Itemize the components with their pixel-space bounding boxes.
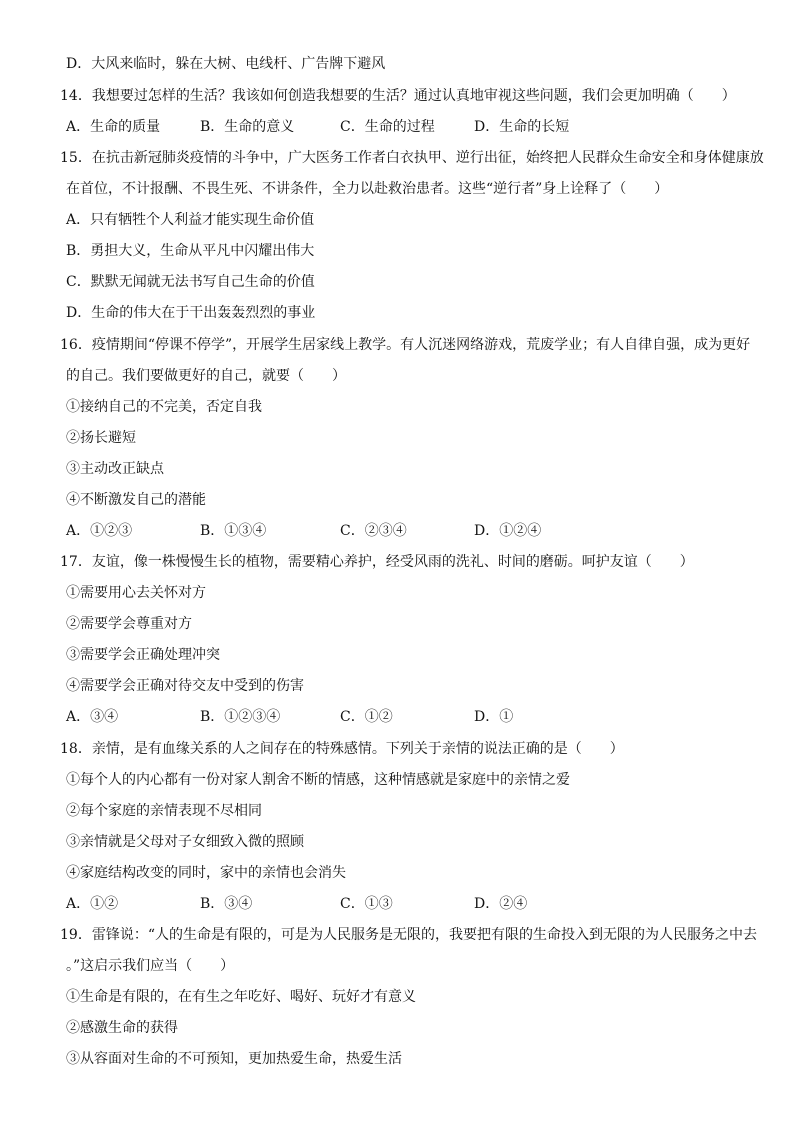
q16-item-4: ④不断激发自己的潜能 [66,492,206,508]
q14-option-b: B．生命的意义 [200,119,295,135]
q18-item-2: ②每个家庭的亲情表现不尽相同 [66,803,262,819]
q14-stem: 14．我想要过怎样的生活？我该如何创造我想要的生活？通过认真地审视这些问题，我们会更加明确（ ） [60,88,736,104]
q16-option-d: D．①②④ [474,523,542,539]
q15-option-b: B．勇担大义，生命从平凡中闪耀出伟大 [66,243,315,259]
q15-option-c: C．默默无闻就无法书写自己生命的价值 [66,274,315,290]
q15-option-a: A．只有牺牲个人利益才能实现生命价值 [66,212,315,228]
q15-stem-line1: 15．在抗击新冠肺炎疫情的斗争中，广大医务工作者白衣执甲、逆行出征，始终把人民群众生命安全和身体健康放 [60,150,764,166]
q17-option-c: C．①② [340,709,393,725]
q14-option-a: A．生命的质量 [66,119,161,135]
q13-option-d: D．大风来临时，躲在大树、电线杆、广告牌下避风 [66,56,386,72]
q17-item-3: ③需要学会正确处理冲突 [66,647,220,663]
q17-option-b: B．①②③④ [200,709,281,725]
q14-option-c: C．生命的过程 [340,119,435,135]
q16-item-1: ①接纳自己的不完美，否定自我 [66,399,262,415]
q16-item-3: ③主动改正缺点 [66,461,164,477]
q16-option-b: B．①③④ [200,523,267,539]
q18-option-d: D．②④ [474,896,528,912]
q17-item-1: ①需要用心去关怀对方 [66,585,206,601]
q18-item-1: ①每个人的内心都有一份对家人割舍不断的情感，这种情感就是家庭中的亲情之爱 [66,772,570,788]
q19-stem-line1: 19．雷锋说：“人的生命是有限的，可是为人民服务是无限的，我要把有限的生命投入到无限的为人民服务之中去 [60,927,757,943]
q15-option-d: D．生命的伟大在于干出轰轰烈烈的事业 [66,305,316,321]
q17-option-d: D．① [474,709,514,725]
q16-stem-line2: 的自己。我们要做更好的自己，就要（ ） [66,368,346,384]
q18-stem: 18．亲情，是有血缘关系的人之间存在的特殊感情。下列关于亲情的说法正确的是（ ） [60,741,624,757]
q17-stem: 17．友谊，像一株慢慢生长的植物，需要精心养护，经受风雨的洗礼、时间的磨砺。呵护友谊（ ） [60,554,694,570]
q16-option-a: A．①②③ [66,523,133,539]
q18-option-b: B．③④ [200,896,253,912]
q17-item-4: ④需要学会正确对待交友中受到的伤害 [66,678,304,694]
q19-item-2: ②感激生命的获得 [66,1020,178,1036]
q19-item-1: ①生命是有限的，在有生之年吃好、喝好、玩好才有意义 [66,989,416,1005]
q19-item-3: ③从容面对生命的不可预知，更加热爱生命，热爱生活 [66,1051,402,1067]
q18-option-a: A．①② [66,896,119,912]
q19-stem-line2: 。”这启示我们应当（ ） [66,958,235,974]
q16-option-c: C．②③④ [340,523,407,539]
q16-item-2: ②扬长避短 [66,430,136,446]
q18-item-4: ④家庭结构改变的同时，家中的亲情也会消失 [66,865,346,881]
q17-item-2: ②需要学会尊重对方 [66,616,192,632]
q17-option-a: A．③④ [66,709,119,725]
q18-item-3: ③亲情就是父母对子女细致入微的照顾 [66,834,304,850]
q16-stem-line1: 16．疫情期间“停课不停学”，开展学生居家线上教学。有人沉迷网络游戏，荒废学业；有人自律自强，成为更好 [60,337,751,353]
q18-option-c: C．①③ [340,896,393,912]
q14-option-d: D．生命的长短 [474,119,570,135]
q15-stem-line2: 在首位，不计报酬、不畏生死、不讲条件，全力以赴救治患者。这些“逆行者”身上诠释了（ ） [66,181,669,197]
